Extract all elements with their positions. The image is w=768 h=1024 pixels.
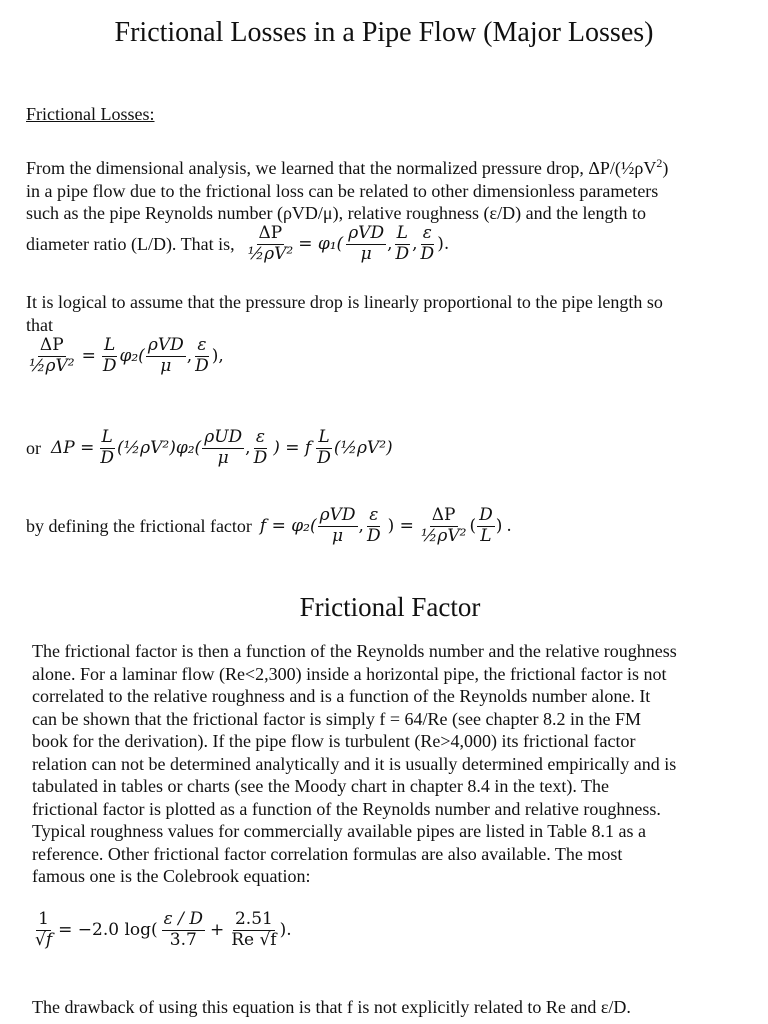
- paragraph-line: book for the derivation). If the pipe flow is turbulent (Re>4,000) its frictional factor: [32, 731, 636, 751]
- colebrook-equation: $\frac{1}{√f}$ = −2.0 log( $\frac{\varepsilon / D}{3.7}$ + $\frac{2.51}{Re √f}$ ).: [35, 909, 292, 950]
- paragraph-line: relation can not be determined analytically and it is usually determined empirically and is: [32, 753, 677, 774]
- paragraph-line: that: [26, 314, 53, 335]
- paragraph-line: frictional factor is plotted as a function of the Reynolds number and relative roughness.: [32, 798, 661, 819]
- paragraph-line: tabulated in tables or charts (see the Moody chart in chapter 8.4 in the text). The: [32, 776, 609, 796]
- paragraph-line: in a pipe flow due to the frictional loss can be related to other dimensionless parameters: [26, 180, 659, 201]
- paragraph-line: It is logical to assume that the pressure drop is linearly proportional to the pipe length so: [26, 292, 663, 312]
- drawback-line: The drawback of using this equation is that f is not explicitly related to Re and ε/D.: [32, 997, 631, 1017]
- paragraph-line: Typical roughness values for commercially available pipes are listed in Table 8.1 as a: [32, 821, 646, 841]
- frictional-factor-heading: Frictional Factor: [299, 592, 481, 622]
- page-title: Frictional Losses in a Pipe Flow (Major Losses): [114, 17, 654, 48]
- equation-3: or ΔP = $\frac{L}{D}$ (½ρV²)φ₂( $\frac{\text{ρUD}}{\mu}$ , $\frac{\varepsilon}{D}$ ) = f $\frac{L}{D}$ (½ρV²): [26, 427, 393, 468]
- paragraph-line: The frictional factor is then a function of the Reynolds number and the relative roughness: [32, 641, 677, 661]
- paragraph-line: famous one is the Colebrook equation:: [32, 866, 311, 886]
- equation-4: by defining the frictional factor f = φ₂( $\frac{\text{ρVD}}{\mu}$ , $\frac{\varepsilon}{D}$ ) = $\frac{\Delta P}{\text{½ρV²}}$ ( $\frac{D}{L}$ ) .: [26, 505, 512, 546]
- paragraph-line: such as the pipe Reynolds number (ρVD/μ), relative roughness (ε/D) and the length to: [26, 203, 647, 223]
- equation-2: $\frac{\Delta P}{\text{½ρV²}}$ = $\frac{L}{D}$ φ₂( $\frac{\text{ρVD}}{\mu}$ , $\frac{\varepsilon}{D}$ ),: [29, 335, 224, 376]
- equation-1: $\frac{\Delta P}{\text{½ρV²}}$ = φ₁( $\frac{\text{ρVD}}{\mu}$ , $\frac{L}{D}$ , $\frac{\varepsilon}{D}$ ).: [247, 223, 450, 264]
- section-heading-frictional-losses: Frictional Losses:: [26, 104, 155, 124]
- equation-line-1: diameter ratio (L/D). That is, $\frac{\Delta P}{\text{½ρV²}}$ = φ₁( $\frac{\text{ρVD}}{\mu}$ , $\frac{L}{D}$ , $\frac{\varepsilon}{D}$ ).: [26, 223, 450, 264]
- paragraph-line: correlated to the relative roughness and is a function of the Reynolds number alone. It: [32, 686, 651, 706]
- paragraph-line: From the dimensional analysis, we learned that the normalized pressure drop, $\Delta P/(\frac{1}{2}\rho V^2)$: [26, 156, 669, 178]
- paragraph-linear: [26, 291, 766, 336]
- paragraph-line: alone. For a laminar flow (Re<2,300) inside a horizontal pipe, the frictional factor is not: [32, 663, 667, 684]
- frictional-factor-paragraph: [32, 640, 762, 888]
- paragraph-intro: [26, 152, 766, 225]
- paragraph-line: reference. Other frictional factor correlation formulas are also available. The most: [32, 843, 623, 864]
- paragraph-line: can be shown that the frictional factor is simply f = 64/Re (see chapter 8.2 in the FM: [32, 708, 641, 729]
